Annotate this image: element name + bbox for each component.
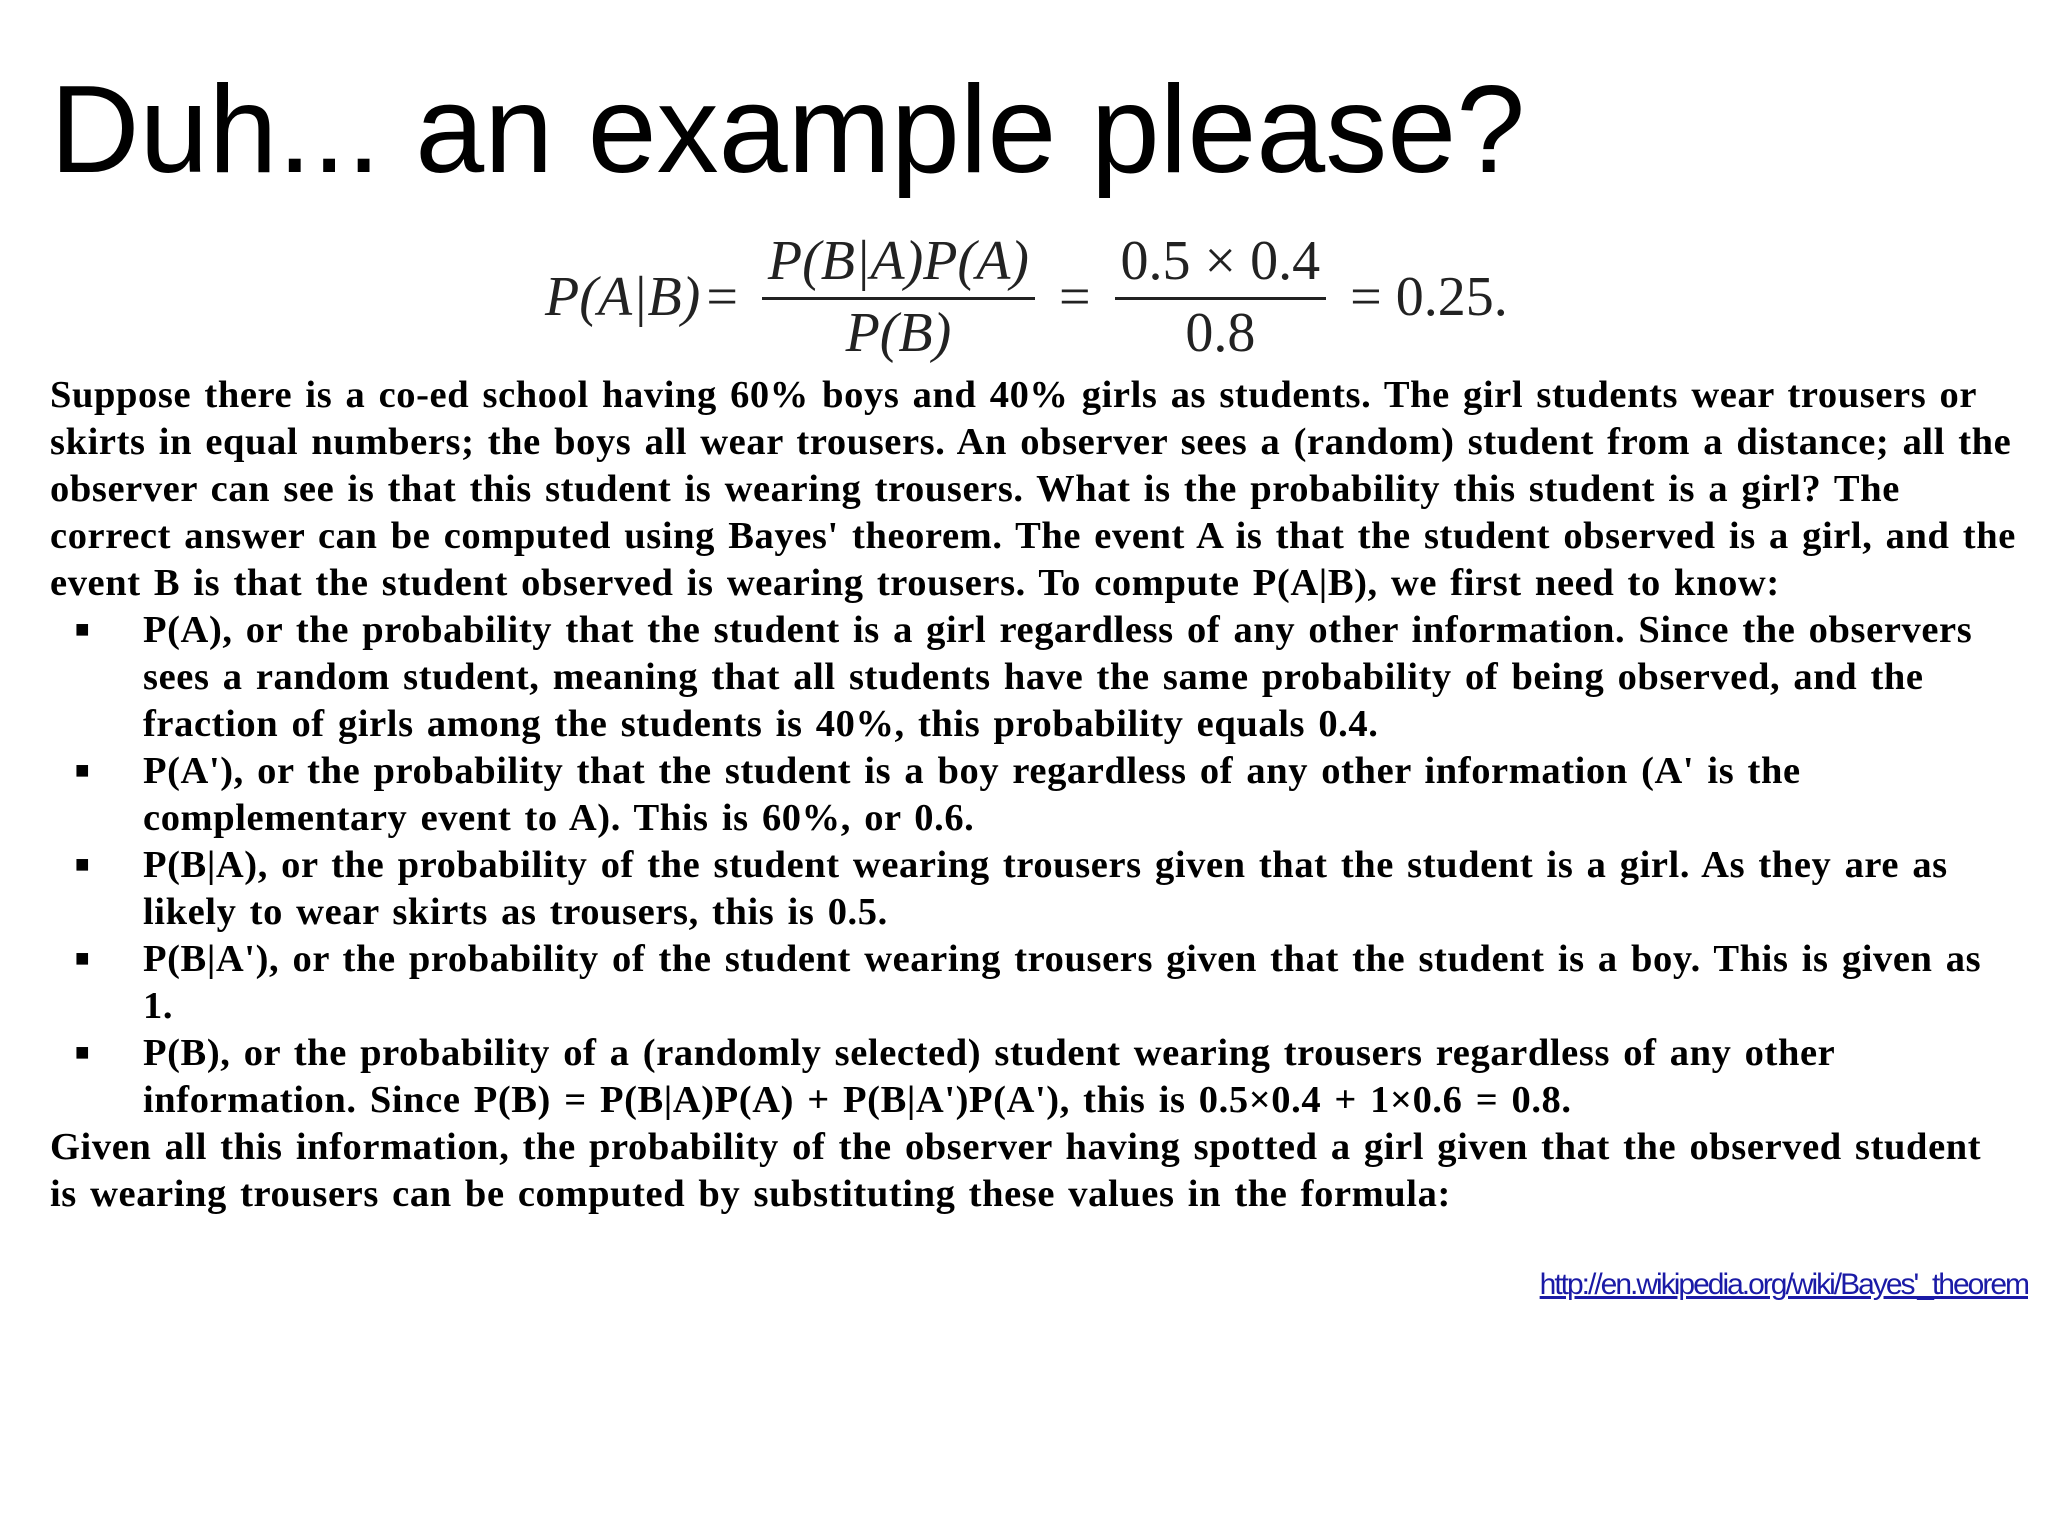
body-text xyxy=(50,372,2020,1218)
source-link[interactable]: http://en.wikipedia.org/wiki/Bayes'_theorem xyxy=(1539,1268,2028,1301)
formula-fraction-symbolic-denominator: P(B) xyxy=(845,301,952,364)
list-item xyxy=(50,1030,2020,1124)
slide-title: Duh... an example please? xyxy=(50,61,1526,199)
square-bullet-icon: ■ xyxy=(75,617,91,643)
conclusion-paragraph: Given all this information, the probability of the observer having spotted a girl given that the observed student is wearing trousers can be computed by substituting these values in the formula: xyxy=(50,1126,1982,1215)
formula-result: = 0.25. xyxy=(1350,266,1508,328)
list-item xyxy=(50,607,2020,748)
formula-fraction-numeric xyxy=(1115,229,1327,364)
formula-fraction-numeric-numerator: 0.5 × 0.4 xyxy=(1115,232,1327,300)
formula-fraction-numeric-denominator: 0.8 xyxy=(1185,301,1256,364)
square-bullet-icon: ■ xyxy=(75,1040,91,1066)
formula-equals-2: = xyxy=(1058,266,1091,328)
square-bullet-icon: ■ xyxy=(75,852,91,878)
bullet-text: P(A'), or the probability that the student is a boy regardless of any other information (A' is the complementary event to A). This is 60%, or 0.6. xyxy=(143,750,1801,839)
bullet-text: P(B|A'), or the probability of the student wearing trousers given that the student is a boy. This is given as 1. xyxy=(143,938,1982,1027)
square-bullet-icon: ■ xyxy=(75,946,91,972)
list-item xyxy=(50,748,2020,842)
formula-fraction-symbolic-numerator: P(B|A)P(A) xyxy=(762,232,1035,300)
bullet-text: P(B|A), or the probability of the student wearing trousers given that the student is a girl. As they are as likely to wear skirts as trousers, this is 0.5. xyxy=(143,844,1948,933)
bullet-text: P(A), or the probability that the student is a girl regardless of any other information. Since the observers sees a random student, meaning that all students have the same probability of being observed, and the fraction of girls among the students is 40%, this probability equals 0.4. xyxy=(143,609,1973,745)
bullet-list xyxy=(50,607,2020,1124)
square-bullet-icon: ■ xyxy=(75,758,91,784)
list-item xyxy=(50,842,2020,936)
bayes-formula xyxy=(545,229,1514,364)
formula-lhs: P(A|B) xyxy=(545,266,701,328)
formula-equals-1: = xyxy=(706,266,738,328)
list-item xyxy=(50,936,2020,1030)
formula-fraction-symbolic xyxy=(762,229,1035,364)
bullet-text: P(B), or the probability of a (randomly selected) student wearing trousers regardless of any other information. Since P(B) = P(B|A)P(A) + P(B|A')P(A'), this is 0.5×0.4 + 1×0.6 = 0.8. xyxy=(143,1032,1835,1121)
intro-paragraph: Suppose there is a co-ed school having 60% boys and 40% girls as students. The girl students wear trousers or skirts in equal numbers; the boys all wear trousers. An observer sees a (random) student from a distance; all the observer can see is that this student is wearing trousers. What is the probability this student is a girl? The correct answer can be computed using Bayes' theorem. The event A is that the student observed is a girl, and the event B is that the student observed is wearing trousers. To compute P(A|B), we first need to know: xyxy=(50,374,2016,604)
